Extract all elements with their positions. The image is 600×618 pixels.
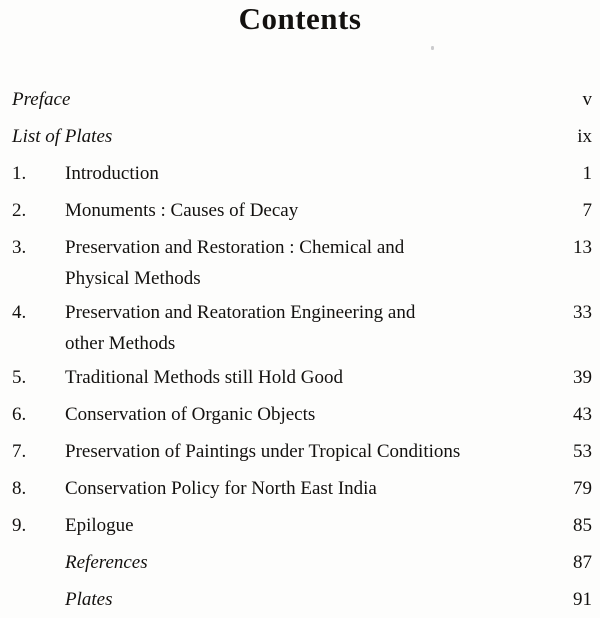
toc-entry-page: 13 — [573, 237, 592, 258]
toc-entry-number: 8. — [12, 478, 27, 499]
toc-entry-label: References — [65, 552, 148, 573]
toc-entry-list — [0, 84, 600, 618]
toc-entry-label-line1: Preservation and Reatoration Engineering and — [65, 302, 416, 323]
toc-entry-page: 79 — [573, 478, 592, 499]
toc-entry-label-line2: other Methods — [65, 333, 176, 354]
toc-entry-label-line1: Traditional Methods still Hold Good — [65, 367, 343, 388]
toc-entry-label-line1: Conservation Policy for North East India — [65, 478, 377, 499]
toc-entry-label-line1: Epilogue — [65, 515, 134, 536]
toc-entry-page: 53 — [573, 441, 592, 462]
toc-entry-label: List of Plates — [12, 126, 113, 147]
toc-entry-number: 7. — [12, 441, 27, 462]
toc-entry-references[interactable] — [0, 547, 600, 581]
toc-entry-plates[interactable] — [0, 584, 600, 618]
toc-entry-label — [0, 473, 600, 504]
toc-entry-label: Preface — [12, 89, 71, 110]
toc-entry-chapter-7[interactable] — [0, 436, 600, 470]
toc-entry-page: ix — [577, 126, 592, 147]
toc-entry-number: 9. — [12, 515, 27, 536]
toc-entry-label — [0, 362, 600, 393]
toc-entry-page: 43 — [573, 404, 592, 425]
toc-entry-number: 3. — [12, 237, 27, 258]
toc-entry-label-line1: Monuments : Causes of Decay — [65, 200, 299, 221]
toc-entry-label-line1: Introduction — [65, 163, 159, 184]
toc-entry-chapter-8[interactable] — [0, 473, 600, 507]
toc-entry-chapter-2[interactable] — [0, 195, 600, 229]
toc-entry-number: 1. — [12, 163, 27, 184]
toc-entry-chapter-5[interactable] — [0, 362, 600, 396]
toc-entry-page: 39 — [573, 367, 592, 388]
toc-entry-label — [0, 158, 600, 189]
toc-entry-label — [0, 510, 600, 541]
toc-entry-page: 87 — [573, 552, 592, 573]
toc-entry-page: 85 — [573, 515, 592, 536]
toc-entry-page: 7 — [582, 200, 592, 221]
toc-entry-chapter-4[interactable] — [0, 297, 600, 359]
toc-entry-number: 5. — [12, 367, 27, 388]
toc-entry-page: 91 — [573, 589, 592, 610]
toc-entry-number: 6. — [12, 404, 27, 425]
toc-entry-label — [0, 399, 600, 430]
scan-artifact-speck — [431, 46, 434, 50]
toc-entry-label-line2: Physical Methods — [65, 268, 201, 289]
toc-entry-chapter-6[interactable] — [0, 399, 600, 433]
toc-entry-number: 2. — [12, 200, 27, 221]
toc-entry-number: 4. — [12, 302, 27, 323]
toc-entry-label — [0, 436, 600, 467]
toc-entry-label-line1: Preservation of Paintings under Tropical Conditions — [65, 441, 461, 462]
page-title: Contents — [238, 1, 362, 36]
toc-entry-list-of-plates[interactable] — [0, 121, 600, 155]
toc-entry-page: v — [582, 89, 592, 110]
toc-entry-label-line1: Preservation and Restoration : Chemical and — [65, 237, 405, 258]
toc-entry-label-line1: Conservation of Organic Objects — [65, 404, 316, 425]
toc-entry-label: Plates — [65, 589, 113, 610]
toc-entry-page: 33 — [573, 302, 592, 323]
toc-entry-chapter-1[interactable] — [0, 158, 600, 192]
toc-entry-chapter-9[interactable] — [0, 510, 600, 544]
toc-entry-label — [0, 232, 600, 294]
toc-entry-label — [0, 297, 600, 359]
toc-entry-preface[interactable] — [0, 84, 600, 118]
toc-entry-page: 1 — [582, 163, 592, 184]
toc-entry-chapter-3[interactable] — [0, 232, 600, 294]
toc-entry-label — [0, 195, 600, 226]
